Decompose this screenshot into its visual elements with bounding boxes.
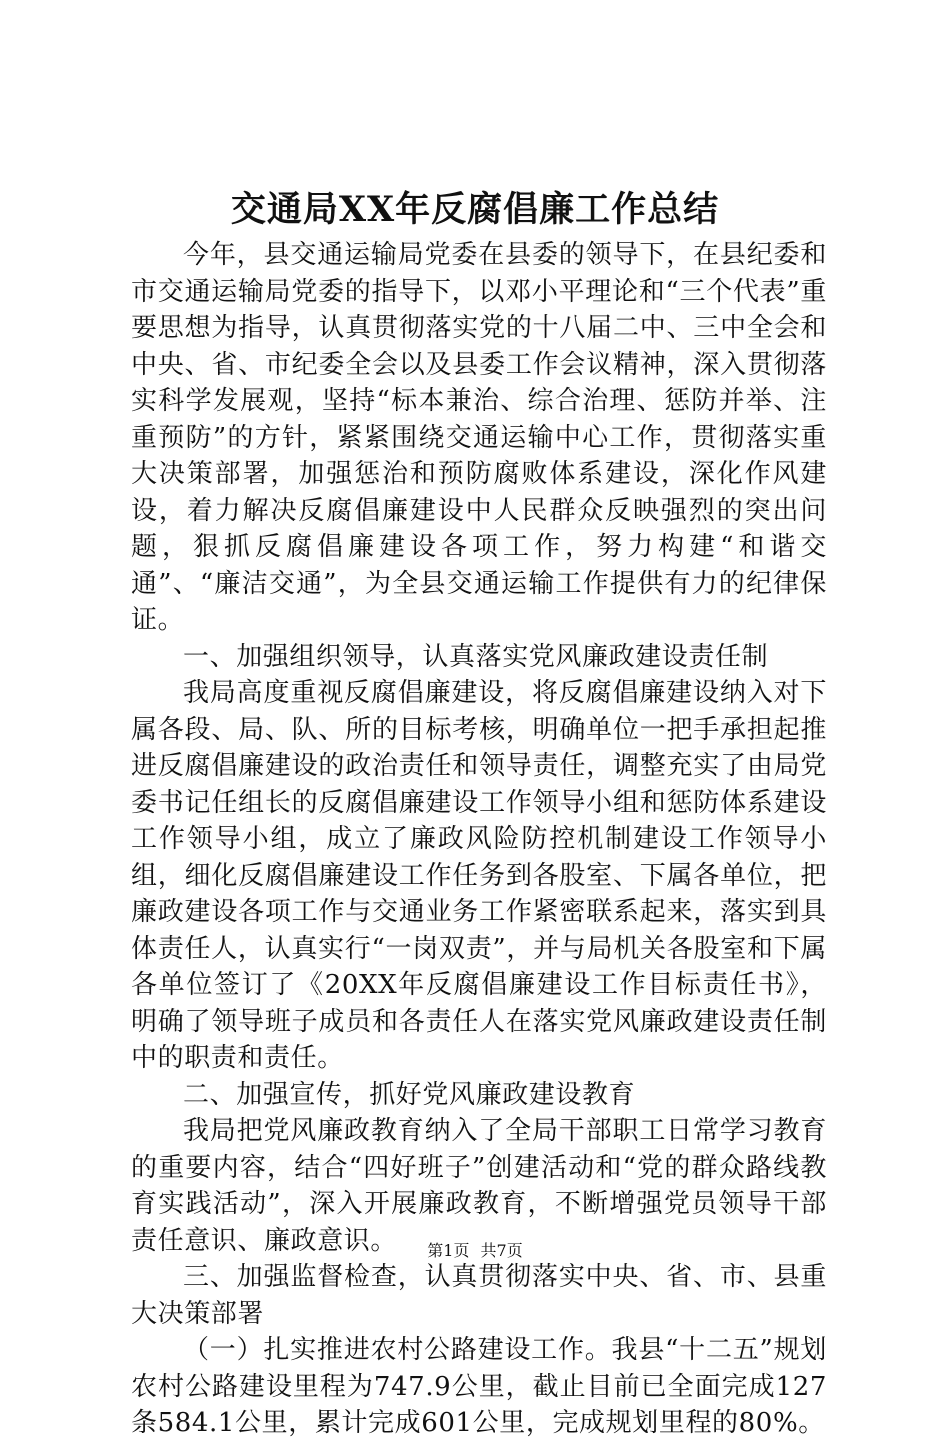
section-heading-1: 一、加强组织领导，认真落实党风廉政建设责任制 bbox=[183, 641, 769, 672]
intro-paragraph: 今年，县交通运输局党委在县委的领导下，在县纪委和市交通运输局党委的指导下，以邓小平理论和“三个代表”重要思想为指导，认真贯彻落实党的十八届二中、三中全会和中央、省、市纪委全会以及县委工作会议精神，深入贯彻落实科学发展观，坚持“标本兼治、综合治理、惩防并举、注重预防”的方针，紧紧围绕交通运输中心工作，贯彻落实重大决策部署，加强惩治和预防腐败体系建设，深化作风建设，着力解决反腐倡廉建设中人民群众反映强烈的突出问题，狠抓反腐倡廉建设各项工作，努力构建“和谐交通”、“廉洁交通”，为全县交通运输工作提供有力的纪律保证。 bbox=[131, 240, 827, 635]
section-heading-3: 三、加强监督检查，认真贯彻落实中央、省、市、县重大决策部署 bbox=[131, 1262, 827, 1329]
section-paragraph-3: （一）扎实推进农村公路建设工作。我县“十二五”规划农村公路建设里程为747.9公里，截止目前已全面完成127条584.1公里，累计完成601公里，完成规划里程的80%。 bbox=[131, 1335, 827, 1438]
page-number-total: 共7页 bbox=[480, 1241, 523, 1260]
document-title: 交通局XX年反腐倡廉工作总结 bbox=[230, 189, 720, 230]
section-paragraph-2: 我局把党风廉政教育纳入了全局干部职工日常学习教育的重要内容，结合“四好班子”创建活动和“党的群众路线教育实践活动”，深入开展廉政教育，不断增强党员领导干部责任意识、廉政意识。 bbox=[131, 1116, 827, 1256]
page-number-current: 第1页 bbox=[427, 1241, 470, 1260]
page-footer bbox=[0, 1241, 950, 1261]
section-paragraph-1: 我局高度重视反腐倡廉建设，将反腐倡廉建设纳入对下属各段、局、队、所的目标考核，明确单位一把手承担起推进反腐倡廉建设的政治责任和领导责任，调整充实了由局党委书记任组长的反腐倡廉建设工作领导小组和惩防体系建设工作领导小组，成立了廉政风险防控机制建设工作领导小组，细化反腐倡廉建设工作任务到各股室、下属各单位，把廉政建设各项工作与交通业务工作紧密联系起来，落实到具体责任人，认真实行“一岗双责”，并与局机关各股室和下属各单位签订了《20XX年反腐倡廉建设工作目标责任书》，明确了领导班子成员和各责任人在落实党风廉政建设责任制中的职责和责任。 bbox=[131, 678, 827, 1073]
section-heading-2: 二、加强宣传，抓好党风廉政建设教育 bbox=[183, 1079, 636, 1110]
